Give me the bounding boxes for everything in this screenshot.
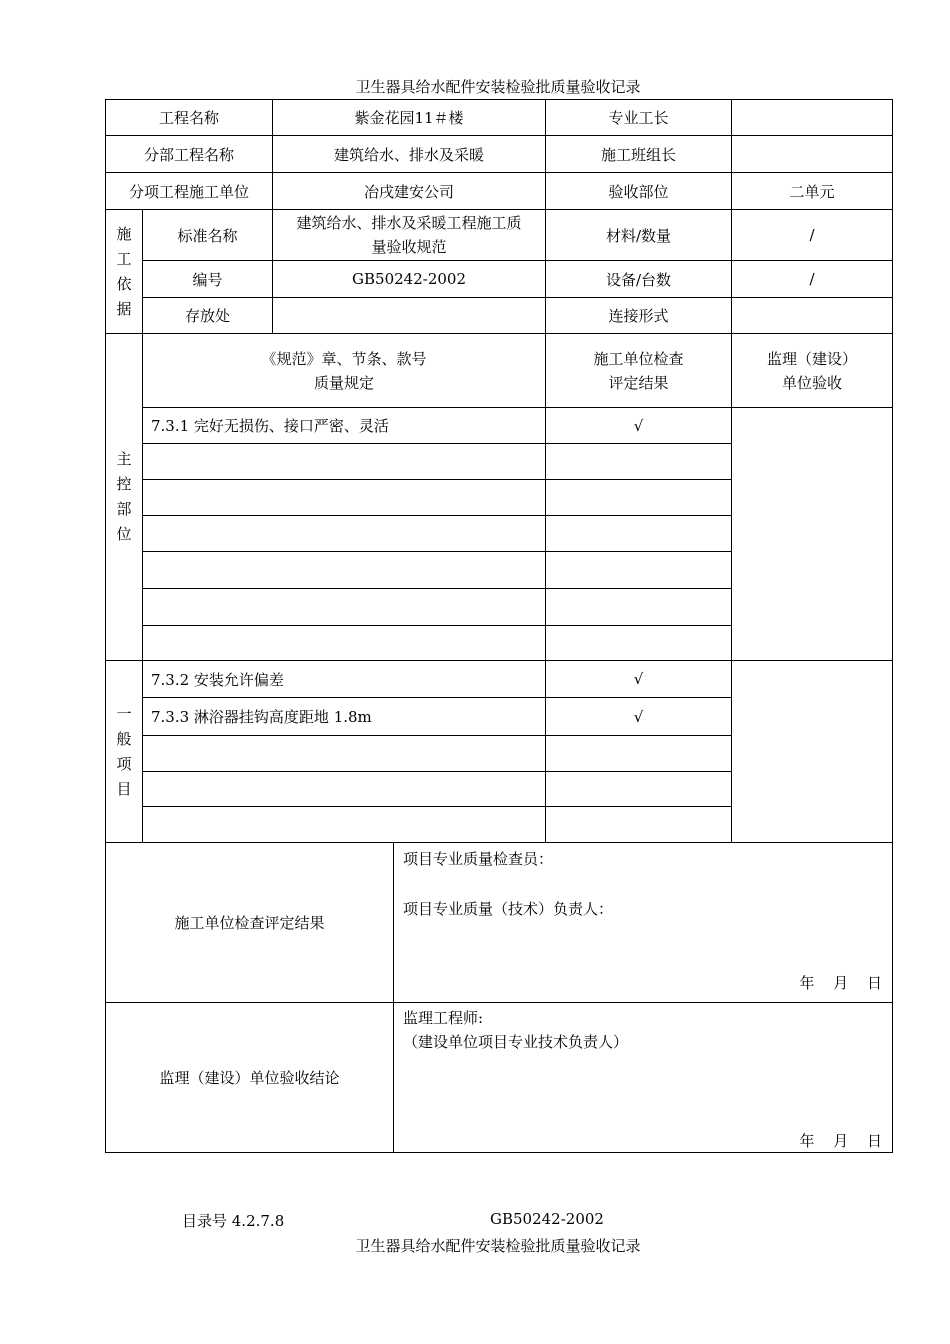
connection-value[interactable] [732,298,893,334]
subdivision-label: 分部工程名称 [106,136,273,173]
equipment-value[interactable]: / [732,261,893,298]
standard-name-label: 标准名称 [143,210,273,261]
general-result-cell[interactable]: √ [546,698,732,736]
general-result-cell[interactable] [546,772,732,807]
spec-column-header: 《规范》章、节条、款号 质量规定 [143,334,546,408]
catalog-number: 目录号 4.2.7.8 [182,1212,285,1230]
check-column-header: 施工单位检查 评定结果 [546,334,732,408]
general-result-cell[interactable] [546,807,732,843]
row-project-name [106,100,893,136]
supervisor-result-signature-area[interactable] [394,1003,893,1153]
supervisor-column-header: 监理（建设） 单位验收 [732,334,893,408]
basis-group-label: 施 工 依 据 [106,210,143,334]
number-value[interactable]: GB50242-2002 [273,261,546,298]
main-control-spec-cell [143,626,546,661]
main-control-spec-cell [143,444,546,480]
table-row [106,408,893,444]
general-result-cell[interactable] [546,736,732,772]
contractor-label: 分项工程施工单位 [106,173,273,210]
row-contractor [106,173,893,210]
subdivision-value[interactable]: 建筑给水、排水及采暖 [273,136,546,173]
general-spec-cell: 7.3.3 淋浴器挂钩高度距地 1.8m [143,698,546,736]
contractor-value[interactable]: 冶戌建安公司 [273,173,546,210]
contractor-result-signature-area[interactable] [394,843,893,1003]
form-title: 卫生器具给水配件安装检验批质量验收记录 [355,78,641,96]
row-subdivision [106,136,893,173]
inspection-part-value[interactable]: 二单元 [732,173,893,210]
specialist-foreman-label: 专业工长 [546,100,732,136]
main-control-spec-cell [143,552,546,589]
general-spec-cell [143,736,546,772]
material-value[interactable]: / [732,210,893,261]
table-row [106,661,893,698]
standard-name-value[interactable]: 建筑给水、排水及采暖工程施工质 量验收规范 [273,210,546,261]
owner-representative-label: （建设单位项目专业技术负责人） [403,1033,629,1051]
general-spec-cell [143,807,546,843]
main-control-spec-cell [143,516,546,552]
general-items-group-label: 一 般 项 目 [106,661,143,843]
row-number [106,261,893,298]
inspection-part-label: 验收部位 [546,173,732,210]
standard-code: GB50242-2002 [490,1210,604,1228]
equipment-label: 设备/台数 [546,261,732,298]
main-control-group-label: 主 控 部 位 [106,334,143,661]
main-control-supervisor-cell[interactable] [732,408,893,661]
project-name-label: 工程名称 [106,100,273,136]
row-contractor-result [106,843,893,1003]
main-control-result-cell[interactable] [546,444,732,480]
contractor-result-label: 施工单位检查评定结果 [106,843,394,1003]
storage-label: 存放处 [143,298,273,334]
storage-value[interactable] [273,298,546,334]
quality-inspector-label: 项目专业质量检查员： [403,850,554,868]
main-control-spec-cell: 7.3.1 完好无损伤、接口严密、灵活 [143,408,546,444]
main-control-result-cell[interactable] [546,480,732,516]
main-control-result-cell[interactable] [546,516,732,552]
supervisor-date-label: 年 月 日 [799,1132,883,1150]
material-label: 材料/数量 [546,210,732,261]
main-control-result-cell[interactable] [546,552,732,589]
team-leader-value[interactable] [732,136,893,173]
general-spec-cell [143,772,546,807]
general-supervisor-cell[interactable] [732,661,893,843]
supervising-engineer-label: 监理工程师: [403,1009,484,1027]
connection-label: 连接形式 [546,298,732,334]
general-spec-cell: 7.3.2 安装允许偏差 [143,661,546,698]
row-supervisor-result [106,1003,893,1153]
contractor-date-label: 年 月 日 [799,974,883,992]
team-leader-label: 施工班组长 [546,136,732,173]
row-column-headers [106,334,893,408]
main-control-result-cell[interactable] [546,626,732,661]
inspection-form-table [105,99,893,1153]
main-control-spec-cell [143,589,546,626]
specialist-foreman-value[interactable] [732,100,893,136]
next-page-title: 卫生器具给水配件安装检验批质量验收记录 [355,1237,641,1255]
number-label: 编号 [143,261,273,298]
general-result-cell[interactable]: √ [546,661,732,698]
main-control-result-cell[interactable]: √ [546,408,732,444]
project-name-value[interactable]: 紫金花园11＃楼 [273,100,546,136]
main-control-result-cell[interactable] [546,589,732,626]
row-standard-name [106,210,893,261]
supervisor-result-label: 监理（建设）单位验收结论 [106,1003,394,1153]
main-control-spec-cell [143,480,546,516]
quality-responsible-label: 项目专业质量（技术）负责人： [403,900,614,918]
row-storage [106,298,893,334]
